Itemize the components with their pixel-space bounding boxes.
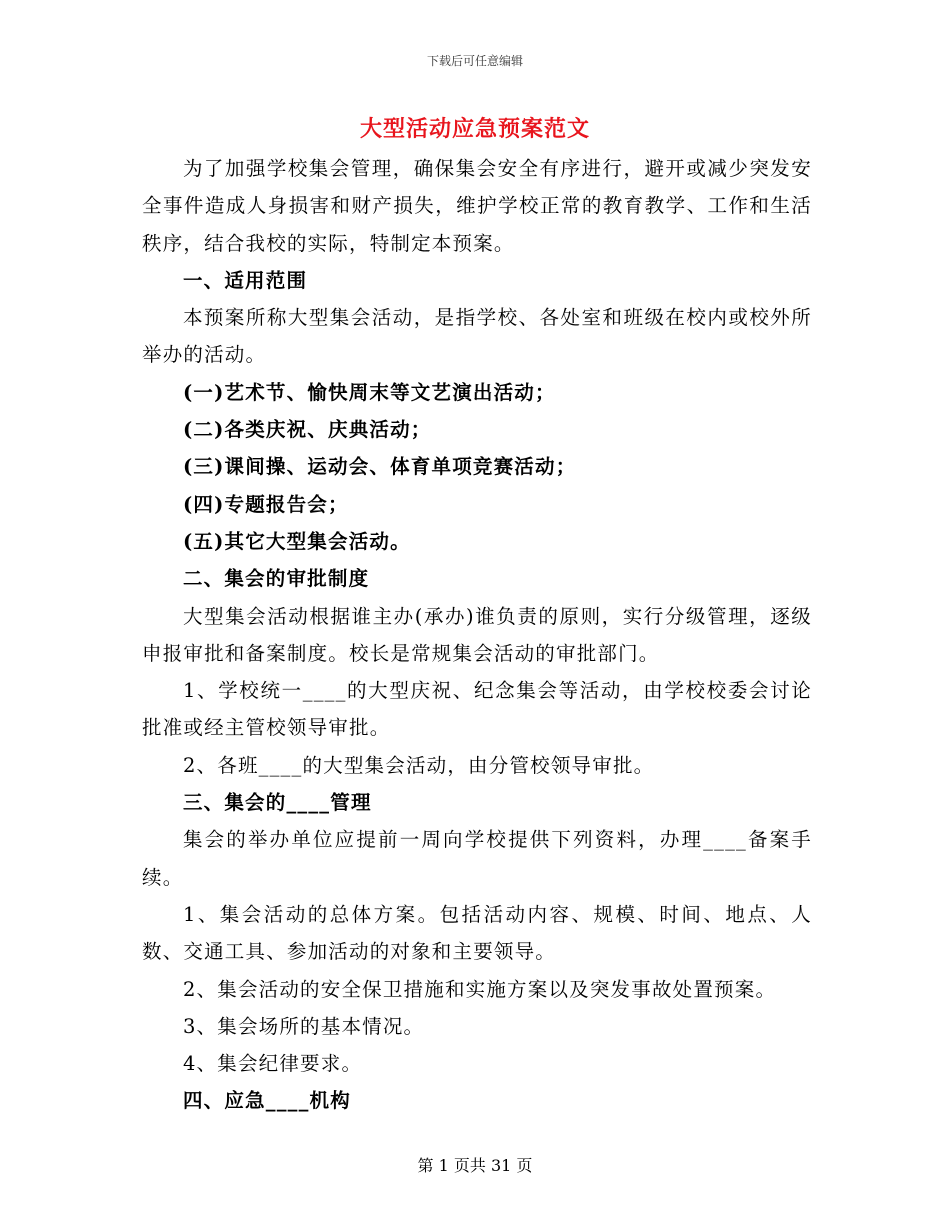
paragraph: 本预案所称大型集会活动，是指学校、各处室和班级在校内或校外所举办的活动。 — [142, 306, 812, 367]
document-body — [142, 150, 812, 1120]
paragraph: 4、集会纪律要求。 — [182, 1052, 363, 1076]
paragraph: 1、集会活动的总体方案。包括活动内容、规模、时间、地点、人数、交通工具、参加活动的对象和主要领导。 — [142, 902, 812, 964]
paragraph: 2、各班____的大型集会活动，由分管校领导审批。 — [182, 753, 655, 777]
paragraph: 为了加强学校集会管理，确保集会安全有序进行，避开或减少突发安全事件造成人身损害和财产损失，维护学校正常的教育教学、工作和生活秩序，结合我校的实际，特制定本预案。 — [142, 157, 812, 255]
paragraph: 集会的举办单位应提前一周向学校提供下列资料，办理____备案手续。 — [142, 828, 812, 889]
paragraph: 2、集会活动的安全保卫措施和实施方案以及突发事故处置预案。 — [182, 977, 777, 1001]
section-heading: 四、应急____机构 — [182, 1089, 351, 1113]
paragraph: 大型集会活动根据谁主办(承办)谁负责的原则，实行分级管理，逐级申报审批和备案制度。校长是常规集会活动的审批部门。 — [142, 604, 812, 665]
page-number: 第 1 页共 31 页 — [417, 1156, 533, 1175]
list-item: (四)专题报告会； — [182, 492, 349, 516]
paragraph: 1、学校统一____的大型庆祝、纪念集会等活动，由学校校委会讨论批准或经主管校领导审批。 — [142, 679, 812, 740]
list-item: (三)课间操、运动会、体育单项竞赛活动； — [182, 455, 577, 479]
list-item: (五)其它大型集会活动。 — [182, 529, 411, 553]
section-heading: 三、集会的____管理 — [182, 791, 372, 815]
header-note: 下载后可任意编辑 — [426, 54, 523, 68]
paragraph: 3、集会场所的基本情况。 — [182, 1014, 425, 1038]
document-title: 大型活动应急预案范文 — [359, 116, 590, 142]
section-heading: 二、集会的审批制度 — [182, 567, 370, 591]
list-item: (一)艺术节、愉快周末等文艺演出活动； — [182, 380, 556, 404]
section-heading: 一、适用范围 — [182, 268, 308, 292]
list-item: (二)各类庆祝、庆典活动； — [182, 418, 432, 442]
